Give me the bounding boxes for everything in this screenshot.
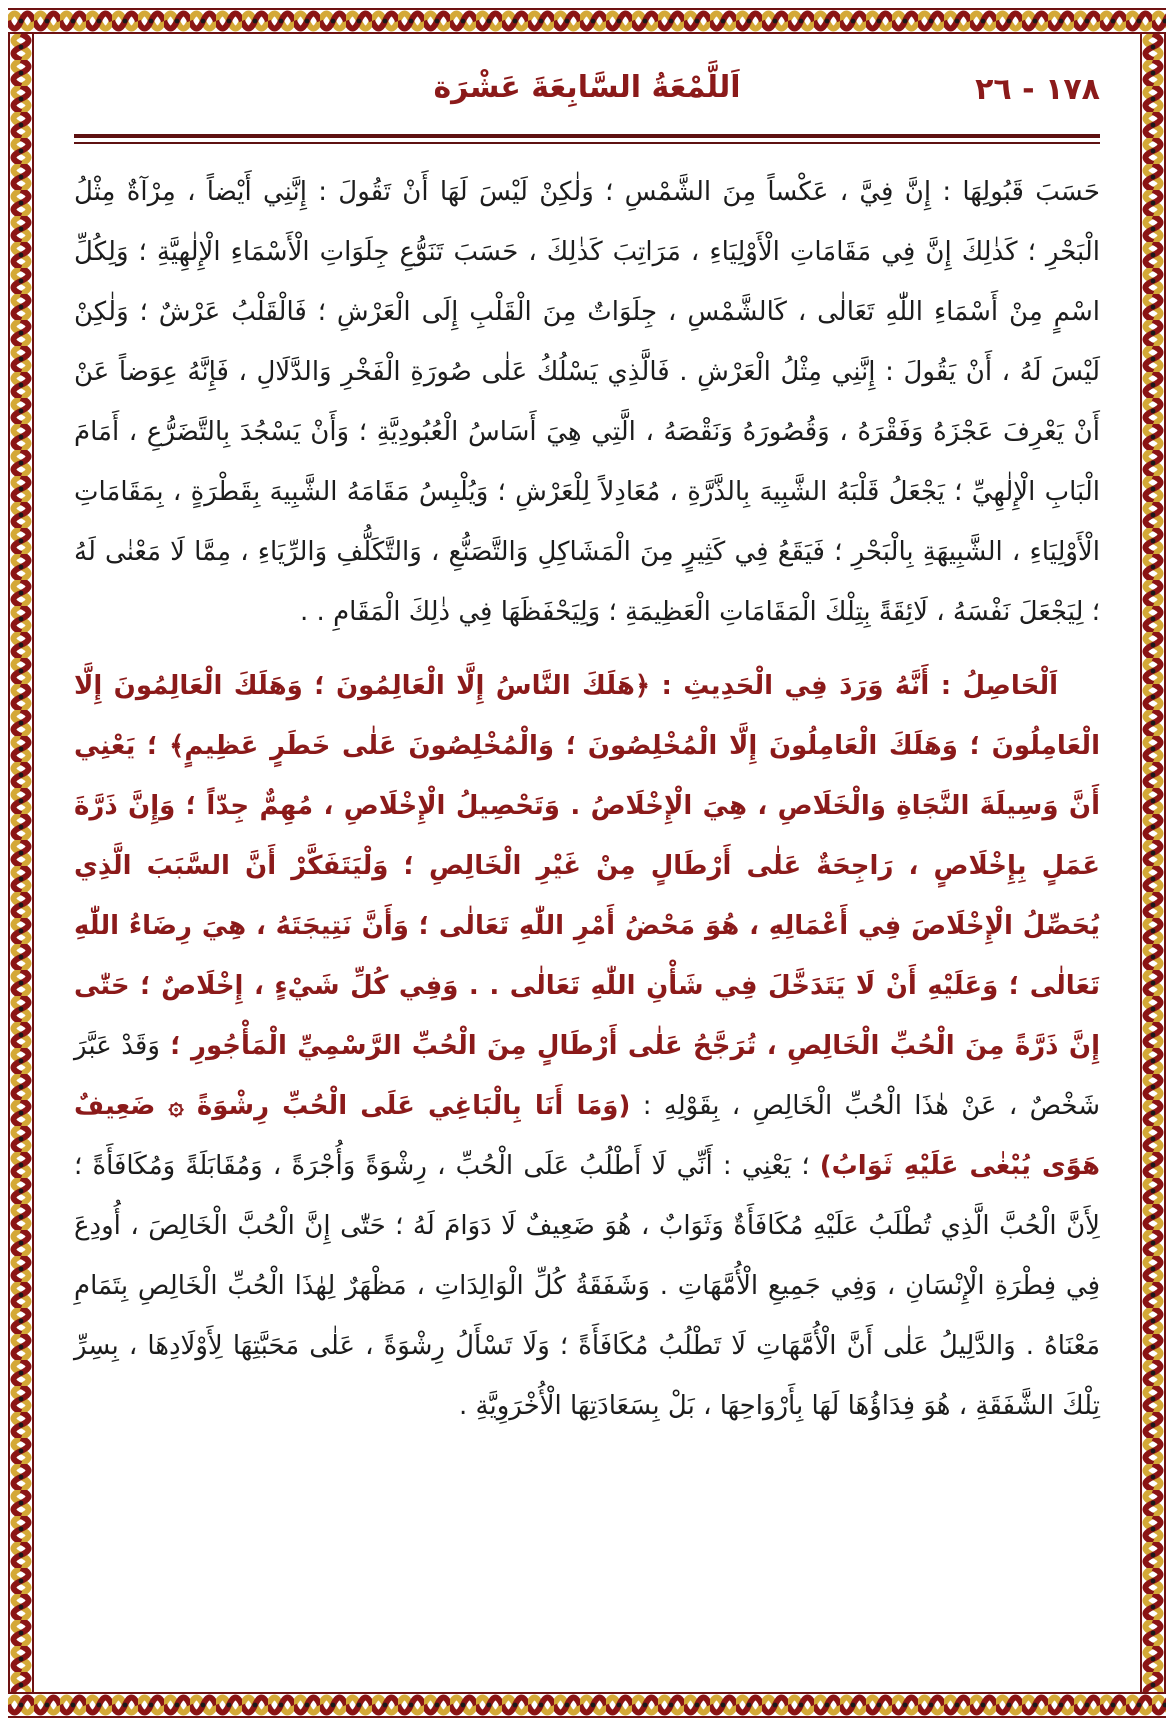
ornamental-border-left — [8, 34, 34, 1692]
page-number: ١٧٨ - ٢٦ — [975, 72, 1100, 107]
page-header — [74, 58, 1100, 124]
ornamental-border-right — [1140, 34, 1166, 1692]
ornamental-border-bottom — [8, 1692, 1166, 1718]
text-run-red: اَلْحَاصِلُ : أَنَّهُ وَرَدَ فِي الْحَدِيثِ : ﴿هَلَكَ النَّاسُ إِلَّا الْعَالِمُونَ ؛ وَهَلَكَ الْعَالِمُونَ إِلَّا الْعَامِلُونَ ؛ وَهَلَكَ الْعَامِلُونَ إِلَّا الْمُخْلِصُونَ ؛ وَالْمُخْلِصُونَ عَلٰى خَطَرٍ عَظِيمٍ﴾ ؛ يَعْنِي أَنَّ وَسِيلَةَ النَّجَاةِ وَالْخَلَاصِ ، هِيَ الْإِخْلَاصُ . وَتَحْصِيلُ الْإِخْلَاصِ ، مُهِمٌّ جِدّاً ؛ وَإِنَّ ذَرَّةَ عَمَلٍ بِإِخْلَاصٍ ، رَاجِحَةٌ عَلٰى أَرْطَالٍ مِنْ غَيْرِ الْخَالِصِ ؛ وَلْيَتَفَكَّرْ أَنَّ السَّبَبَ الَّذِي يُحَصِّلُ الْإِخْلَاصَ فِي أَعْمَالِهِ ، هُوَ مَحْضُ أَمْرِ اللّٰهِ تَعَالٰى ؛ وَأَنَّ نَتِيجَتَهُ ، هِيَ رِضَاءُ اللّٰهِ تَعَالٰى ؛ وَعَلَيْهِ أَنْ لَا يَتَدَخَّلَ فِي شَأْنِ اللّٰهِ تَعَالٰى . . وَفِي كُلِّ شَيْءٍ ، إِخْلَاصٌ ؛ حَتّٰى إِنَّ ذَرَّةً مِنَ الْحُبِّ الْخَالِصِ ، تُرَجَّحُ عَلٰى أَرْطَالٍ مِنَ الْحُبِّ الرَّسْمِيِّ الْمَأْجُورِ ؛ — [74, 671, 1100, 1061]
paragraph — [74, 656, 1100, 1436]
text-run-black: حَسَبَ قَبُولِهَا : إِنَّ فِيَّ ، عَكْساً مِنَ الشَّمْسِ ؛ وَلٰكِنْ لَيْسَ لَهَا أَنْ تَقُولَ : إِنَّنِي أَيْضاً ، مِرْآةٌ مِثْلُ الْبَحْرِ ؛ كَذٰلِكَ إِنَّ فِي مَقَامَاتِ الْأَوْلِيَاءِ ، مَرَاتِبَ كَذٰلِكَ ، حَسَبَ تَنَوُّعِ جِلَوَاتِ الْأَسْمَاءِ الْإِلٰهِيَّةِ ؛ وَلِكُلِّ اسْمٍ مِنْ أَسْمَاءِ اللّٰهِ تَعَالٰى ، كَالشَّمْسِ ، جِلَوَاتٌ مِنَ الْقَلْبِ إِلَى الْعَرْشِ ؛ فَالْقَلْبُ عَرْشٌ ؛ وَلٰكِنْ لَيْسَ لَهُ ، أَنْ يَقُولَ : إِنَّنِي مِثْلُ الْعَرْشِ . فَالَّذِي يَسْلُكُ عَلٰى صُورَةِ الْفَخْرِ وَالدَّلَالِ ، فَإِنَّهُ عِوَضاً عَنْ أَنْ يَعْرِفَ عَجْزَهُ وَفَقْرَهُ ، وَقُصُورَهُ وَنَقْصَهُ ، الَّتِي هِيَ أَسَاسُ الْعُبُودِيَّةِ ؛ وَأَنْ يَسْجُدَ بِالتَّضَرُّعِ ، أَمَامَ الْبَابِ الْإِلٰهِيِّ ؛ يَجْعَلُ قَلْبَهُ الشَّبِيهَ بِالذَّرَّةِ ، مُعَادِلاً لِلْعَرْشِ ؛ وَيُلْبِسُ مَقَامَهُ الشَّبِيهَ بِقَطْرَةٍ ، بِمَقَامَاتِ الْأَوْلِيَاءِ ، الشَّبِيهَةِ بِالْبَحْرِ ؛ فَيَقَعُ فِي كَثِيرٍ مِنَ الْمَشَاكِلِ وَالتَّصَنُّعِ ، وَالتَّكَلُّفِ وَالرِّيَاءِ ، مِمَّا لَا مَعْنٰى لَهُ ؛ لِيَجْعَلَ نَفْسَهُ ، لَائِقَةً بِتِلْكَ الْمَقَامَاتِ الْعَظِيمَةِ ؛ وَلِيَحْفَظَهَا فِي ذٰلِكَ الْمَقَامِ . . — [74, 177, 1100, 627]
paragraph — [74, 162, 1100, 642]
body-text — [74, 162, 1100, 1436]
page-title: اَللَّمْعَةُ السَّابِعَةَ عَشْرَة — [433, 70, 741, 105]
header-divider — [74, 134, 1100, 144]
text-run-black: ؛ يَعْنِي : أَنِّي لَا أَطْلُبُ عَلَى الْحُبِّ ، رِشْوَةً وَأُجْرَةً ، وَمُقَابَلَةً وَمُكَافَأَةً ؛ لِأَنَّ الْحُبَّ الَّذِي تُطْلَبُ عَلَيْهِ مُكَافَأَةٌ وَثَوَابٌ ، هُوَ ضَعِيفٌ لَا دَوَامَ لَهُ ؛ حَتّٰى إِنَّ الْحُبَّ الْخَالِصَ ، أُودِعَ فِي فِطْرَةِ الْإِنْسَانِ ، وَفِي جَمِيعِ الْأُمَّهَاتِ . وَشَفَقَةُ كُلِّ الْوَالِدَاتِ ، مَظْهَرٌ لِهٰذَا الْحُبِّ الْخَالِصِ بِتَمَامِ مَعْنَاهُ . وَالدَّلِيلُ عَلٰى أَنَّ الْأُمَّهَاتِ لَا تَطْلُبُ مُكَافَأَةً ؛ وَلَا تَسْأَلُ رِشْوَةً ، عَلٰى مَحَبَّتِهَا لِأَوْلَادِهَا ، بِسِرِّ تِلْكَ الشَّفَقَةِ ، هُوَ فِدَاؤُهَا لَهَا بِأَرْوَاحِهَا ، بَلْ بِسَعَادَتِهَا الْأُخْرَوِيَّةِ . — [74, 1151, 1100, 1421]
text-run-red: (وَمَا أَنَا بِالْبَاغِي عَلَى الْحُبِّ رِشْوَةً ۞ ضَعِيفٌ هَوًى يُبْغٰى عَلَيْهِ ثَوَابُ) — [74, 1091, 1100, 1181]
page-content — [74, 58, 1100, 1678]
ornamental-border-top — [8, 8, 1166, 34]
text-run-black: وَقَدْ عَبَّرَ شَخْصٌ ، عَنْ هٰذَا الْحُبِّ الْخَالِصِ ، بِقَوْلِهِ : — [74, 1031, 1100, 1121]
